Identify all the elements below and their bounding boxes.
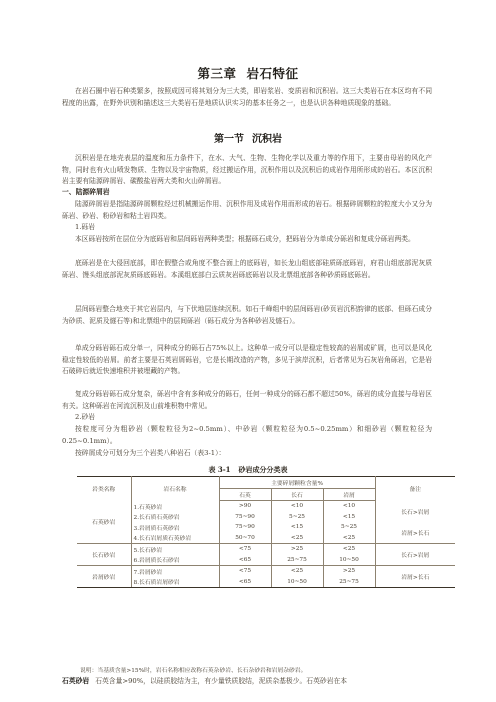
rock-name-cell: 4.长石岩屑质石英砂岩 xyxy=(131,533,219,544)
rock-name-cell: 1.石英砂岩 xyxy=(131,501,219,512)
feldspar-cell: <15 xyxy=(271,522,323,533)
remark-cell: 岩屑>长石 xyxy=(375,522,455,544)
quartz-cell: <75 xyxy=(219,544,271,555)
lithic-cell: >25 xyxy=(323,566,375,577)
category-cell: 石英砂岩 xyxy=(77,501,131,544)
heading-clastic: 一、陆源碎屑岩 xyxy=(62,188,110,196)
conglomerate-para-4: 单成分砾岩砾石成分单一，同种成分的砾石占75%以上。这种单一成分可以是稳定性较高的岩屑或矿屑，也可以是风化稳定性较低的岩屑。前者主要是石英岩屑砾岩，它是长期改造的产物，多见于滨岸沉积，后者常见为石灰岩角砾岩，它是岩石破碎后就近快速堆积并被埋藏的产物。 xyxy=(62,344,432,375)
heading-sandstone: 2.砂岩 xyxy=(75,413,96,421)
section-name: 沉积岩 xyxy=(252,134,282,145)
feldspar-cell: 25~75 xyxy=(271,555,323,566)
header-category: 岩类名称 xyxy=(77,477,131,501)
quartz-cell: 75~90 xyxy=(219,512,271,523)
feldspar-cell: <25 xyxy=(271,566,323,577)
chapter-intro: 在岩石圈中岩石种类繁多，按照成因可将其划分为三大类，即岩浆岩、变质岩和沉积岩。这三大类岩石在本区均有不同程度的出露，在野外识别和描述这三大类岩石是地质认识实习的基本任务之一，也是认识各种地质现象的基础。 xyxy=(62,87,432,107)
quartz-cell: 75~90 xyxy=(219,522,271,533)
category-cell: 岩屑砂岩 xyxy=(77,566,131,588)
feldspar-cell: 10~50 xyxy=(271,577,323,588)
section-title xyxy=(0,130,496,145)
conglomerate-para-1: 本区砾岩按所在层位分为底砾岩和层间砾岩两种类型；根据砾石成分，把砾岩分为单成分砾岩和复成分砾岩两类。 xyxy=(75,235,415,243)
rock-name-cell: 3.岩屑质石英砂岩 xyxy=(131,522,219,533)
quartz-sandstone-para xyxy=(62,676,442,688)
conglomerate-para-5: 复成分砾岩砾石成分复杂，砾岩中含有多种成分的砾石，任何一种成分的砾石都不超过50%，砾岩的成分直接与母岩区有关。这种砾岩在河流沉积及山前堆积物中常见。 xyxy=(62,390,432,410)
lithic-cell: <15 xyxy=(323,512,375,523)
chapter-name: 岩石特征 xyxy=(246,66,299,81)
feldspar-cell: <25 xyxy=(271,533,323,544)
quartz-cell: <75 xyxy=(219,566,271,577)
rock-name-cell: 5.长石砂岩 xyxy=(131,544,219,555)
quartz-cell: <65 xyxy=(219,577,271,588)
quartz-cell: >90 xyxy=(219,501,271,512)
quartz-sandstone-term: 石英砂岩 xyxy=(62,677,90,685)
quartz-cell: <65 xyxy=(219,555,271,566)
table-row xyxy=(77,522,455,533)
header-quartz: 石英 xyxy=(219,489,271,501)
conglomerate-para-2: 底砾岩是在大侵回底部，即在假整合或角度不整合面上的底砾岩，如长龙山组底部硅质砾底砾岩，府君山组底部泥灰质砾岩、馒头组底部泥灰质砾底砾岩。本溪组底部白云质灰岩砾底砾岩以及北票组底部各种砂质砾底砾岩。 xyxy=(62,259,432,279)
remark-cell: 岩屑>长石 xyxy=(375,566,455,588)
sandstone-classification-table xyxy=(77,476,455,588)
table-row xyxy=(77,566,455,577)
header-lithic: 岩屑 xyxy=(323,489,375,501)
table-title: 砂岩成分分类表 xyxy=(238,465,288,474)
table-row xyxy=(77,501,455,512)
conglomerate-para-3: 层间砾岩整合地夹于其它岩层内，与下伏地层连续沉积。如石千峰组中的层间砾岩(砂页岩沉积韵律的底部、但砾石成分为砂质、泥质及燧石等)和北票组中的层间砾岩（砾石成分为各种砂岩及燧石）。 xyxy=(62,305,432,325)
lithic-cell: <25 xyxy=(323,533,375,544)
chapter-title xyxy=(0,64,496,82)
lithic-cell: <10 xyxy=(323,501,375,512)
clastic-intro: 陆源碎屑岩是指陆源碎屑颗粒经过机械搬运作用、沉积作用及成岩作用而形成的岩石。根据碎屑颗粒的粒度大小又分为砾岩、砂岩、粉砂岩和粘土岩四类。 xyxy=(62,200,432,220)
header-main-grain: 主要碎屑颗粒含量% xyxy=(219,477,375,489)
header-rock: 岩石名称 xyxy=(131,477,219,501)
table-caption xyxy=(0,465,496,475)
feldspar-cell: >25 xyxy=(271,544,323,555)
header-feldspar: 长石 xyxy=(271,489,323,501)
rock-name-cell: 8.长石质岩屑砂岩 xyxy=(131,577,219,588)
heading-conglomerate: 1.砾岩 xyxy=(75,223,96,231)
sandstone-para-2: 按碎屑成分可划分为三个岩类八种岩石（表3-1）： xyxy=(75,449,226,457)
quartz-sandstone-text: 石英含量>90%，以硅质胶结为主，有少量铁质胶结，泥质杂基极少。石英砂岩在本 xyxy=(95,677,348,685)
section-number: 第一节 xyxy=(214,134,244,145)
lithic-cell: 25~75 xyxy=(323,577,375,588)
section-intro: 沉积岩是在地壳表层的温度和压力条件下，在水、大气、生物、生物化学以及重力等的作用下，主要由母岩的风化产物，同时也有火山喷发物质、生物以及宇宙物质，经过搬运作用，沉积作用以及沉积后的成岩作用所形成的岩石。本区沉积岩主要有陆源碎屑岩、碳酸盐岩两大类和火山碎屑岩。 xyxy=(62,154,432,185)
lithic-cell: 10~50 xyxy=(323,555,375,566)
table-header-row xyxy=(77,477,455,489)
rock-name-cell: 7.岩屑砂岩 xyxy=(131,566,219,577)
table-note: 说明：当基质含量>15%时，岩石名称相应改称石英杂砂岩、长石杂砂岩和岩屑杂砂岩。 xyxy=(80,668,307,674)
rock-name-cell: 6.岩屑质长石砂岩 xyxy=(131,555,219,566)
header-remark: 备注 xyxy=(375,477,455,501)
remark-cell: 长石>岩屑 xyxy=(375,501,455,523)
rock-name-cell: 2.长石质石英砂岩 xyxy=(131,512,219,523)
feldspar-cell: 5~25 xyxy=(271,512,323,523)
table-row xyxy=(77,544,455,555)
quartz-cell: 50~70 xyxy=(219,533,271,544)
category-cell: 长石砂岩 xyxy=(77,544,131,566)
lithic-cell: <25 xyxy=(323,544,375,555)
remark-cell: 长石>岩屑 xyxy=(375,544,455,566)
table-number: 表 3-1 xyxy=(208,465,231,474)
sandstone-para-1: 按粒度可分为粗砂岩（颗粒粒径为2~0.5mm）、中砂岩（颗粒粒径为0.5~0.25mm）和细砂岩（颗粒粒径为0.25~0.1mm）。 xyxy=(62,425,432,445)
feldspar-cell: <10 xyxy=(271,501,323,512)
lithic-cell: 5~25 xyxy=(323,522,375,533)
chapter-number: 第三章 xyxy=(197,66,237,81)
